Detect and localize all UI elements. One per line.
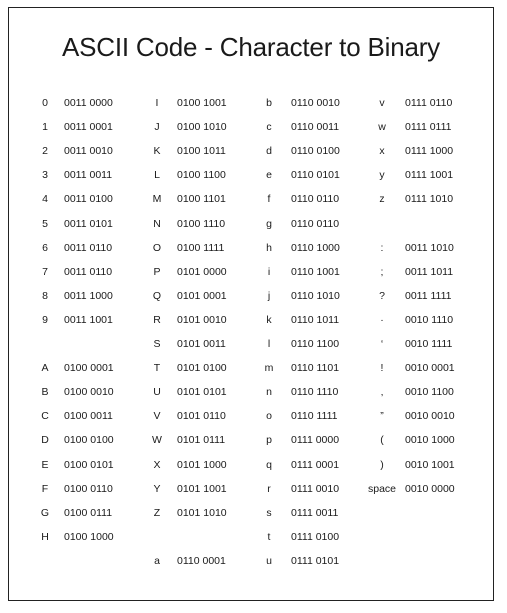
ascii-char: j bbox=[267, 289, 271, 302]
ascii-entry bbox=[35, 96, 113, 110]
ascii-entry bbox=[35, 482, 113, 496]
ascii-binary: 0100 1111 bbox=[177, 241, 225, 254]
ascii-binary: 0101 0101 bbox=[177, 386, 227, 399]
ascii-entry bbox=[35, 265, 112, 279]
ascii-binary: 0110 1110 bbox=[291, 386, 339, 399]
ascii-char: 6 bbox=[42, 241, 48, 254]
ascii-binary: 0101 1000 bbox=[177, 458, 227, 471]
ascii-binary: 0011 1011 bbox=[405, 265, 454, 278]
ascii-char: g bbox=[266, 217, 272, 230]
ascii-char: a bbox=[154, 554, 160, 567]
ascii-char: U bbox=[153, 386, 161, 399]
ascii-binary: 0111 1000 bbox=[405, 145, 454, 158]
ascii-entry bbox=[365, 168, 453, 182]
ascii-entry bbox=[35, 120, 113, 134]
ascii-entry bbox=[35, 144, 113, 158]
ascii-binary: 0110 0001 bbox=[177, 554, 226, 567]
ascii-char: A bbox=[41, 362, 49, 375]
ascii-entry bbox=[35, 192, 113, 206]
ascii-char: S bbox=[153, 338, 161, 350]
ascii-binary: 0011 1000 bbox=[64, 289, 113, 302]
ascii-binary: 0100 0100 bbox=[64, 434, 114, 447]
ascii-binary: 0110 0110 bbox=[291, 193, 340, 206]
ascii-entry bbox=[365, 361, 455, 375]
ascii-char: T bbox=[153, 362, 161, 375]
ascii-binary: 0110 1000 bbox=[291, 241, 340, 254]
ascii-char: q bbox=[266, 458, 272, 471]
ascii-entry bbox=[147, 192, 226, 206]
ascii-binary: 0100 1110 bbox=[177, 217, 226, 230]
ascii-char: C bbox=[41, 410, 49, 423]
ascii-entry bbox=[147, 120, 227, 134]
page-title: ASCII Code - Character to Binary bbox=[62, 32, 440, 62]
chart-frame bbox=[8, 7, 494, 601]
ascii-entry bbox=[365, 192, 453, 206]
ascii-binary: 0011 0000 bbox=[64, 97, 113, 109]
ascii-entry bbox=[35, 409, 113, 423]
ascii-char: e bbox=[266, 169, 272, 182]
ascii-entry bbox=[35, 433, 114, 447]
ascii-entry bbox=[259, 361, 339, 375]
ascii-char: m bbox=[264, 362, 274, 375]
ascii-entry bbox=[259, 433, 339, 447]
ascii-entry bbox=[259, 120, 339, 134]
ascii-entry bbox=[365, 289, 452, 303]
ascii-binary: 0111 0000 bbox=[291, 434, 340, 447]
ascii-char: n bbox=[266, 386, 272, 399]
ascii-binary: 0011 0010 bbox=[64, 145, 113, 158]
ascii-binary: 0010 1001 bbox=[405, 458, 455, 471]
ascii-binary: 0111 1010 bbox=[405, 193, 454, 206]
ascii-entry bbox=[259, 217, 339, 231]
ascii-entry bbox=[147, 385, 227, 399]
ascii-entry bbox=[365, 337, 452, 351]
ascii-entry bbox=[259, 241, 340, 255]
ascii-char: y bbox=[379, 169, 385, 182]
ascii-binary: 0100 1010 bbox=[177, 121, 227, 134]
ascii-binary: 0110 1010 bbox=[291, 289, 340, 302]
ascii-entry bbox=[259, 458, 339, 472]
ascii-binary: 0111 0010 bbox=[291, 482, 340, 495]
ascii-char: 4 bbox=[42, 193, 48, 206]
ascii-char: 1 bbox=[42, 121, 48, 134]
ascii-entry bbox=[147, 554, 226, 568]
ascii-entry bbox=[365, 120, 452, 134]
ascii-char: 9 bbox=[42, 313, 48, 326]
ascii-entry bbox=[365, 313, 453, 327]
ascii-char: Y bbox=[153, 482, 161, 495]
ascii-entry bbox=[35, 530, 114, 544]
ascii-entry bbox=[35, 241, 112, 255]
ascii-binary: 0110 1101 bbox=[291, 362, 340, 375]
ascii-char: ; bbox=[380, 265, 384, 278]
ascii-entry bbox=[35, 458, 114, 472]
ascii-binary: 0101 0011 bbox=[177, 338, 226, 350]
ascii-binary: 0101 1001 bbox=[177, 482, 227, 495]
ascii-entry bbox=[365, 385, 454, 399]
ascii-entry bbox=[259, 96, 340, 110]
ascii-binary: 0011 0101 bbox=[64, 217, 113, 230]
ascii-char: 7 bbox=[42, 265, 48, 278]
ascii-entry bbox=[147, 482, 227, 496]
ascii-char: O bbox=[152, 241, 162, 254]
ascii-entry bbox=[147, 313, 227, 327]
ascii-entry bbox=[259, 385, 338, 399]
ascii-char: w bbox=[378, 121, 386, 134]
ascii-entry bbox=[259, 168, 340, 182]
ascii-binary: 0011 1111 bbox=[405, 289, 452, 302]
ascii-binary: 0110 1001 bbox=[291, 265, 340, 278]
ascii-binary: 0011 0110 bbox=[64, 265, 113, 278]
ascii-entry bbox=[365, 96, 452, 110]
ascii-binary: 0011 0001 bbox=[64, 121, 113, 134]
ascii-char: h bbox=[266, 241, 272, 254]
ascii-entry bbox=[365, 433, 455, 447]
ascii-binary: 0011 0100 bbox=[64, 193, 113, 206]
ascii-char: s bbox=[266, 506, 272, 519]
ascii-char: G bbox=[40, 506, 50, 519]
ascii-entry bbox=[147, 361, 227, 375]
ascii-char: : bbox=[380, 241, 384, 254]
ascii-char: 5 bbox=[42, 217, 48, 230]
ascii-char: 0 bbox=[42, 97, 48, 109]
ascii-entry bbox=[365, 482, 455, 496]
ascii-char: f bbox=[267, 193, 271, 206]
ascii-entry bbox=[147, 506, 227, 520]
ascii-binary: 0111 0101 bbox=[291, 554, 340, 567]
ascii-binary: 0110 0101 bbox=[291, 169, 340, 182]
ascii-entry bbox=[259, 554, 339, 568]
ascii-entry bbox=[365, 265, 453, 279]
ascii-char: R bbox=[153, 313, 161, 326]
ascii-binary: 0110 0011 bbox=[291, 121, 340, 134]
ascii-entry bbox=[35, 289, 113, 303]
ascii-char: v bbox=[379, 97, 385, 109]
ascii-entry bbox=[147, 241, 224, 255]
ascii-char: ) bbox=[380, 458, 384, 471]
ascii-char: l bbox=[267, 338, 271, 350]
ascii-char: Q bbox=[152, 289, 162, 302]
ascii-binary: 0110 1100 bbox=[291, 338, 340, 350]
ascii-char: t bbox=[267, 530, 271, 543]
ascii-binary: 0101 0001 bbox=[177, 289, 227, 302]
ascii-char: ‘ bbox=[380, 338, 384, 350]
ascii-binary: 0100 1000 bbox=[64, 530, 114, 543]
ascii-char: K bbox=[153, 145, 161, 158]
ascii-binary: 0101 1010 bbox=[177, 506, 227, 519]
ascii-binary: 0101 0000 bbox=[177, 265, 227, 278]
ascii-entry bbox=[365, 241, 454, 255]
ascii-char: L bbox=[154, 169, 160, 182]
ascii-entry bbox=[35, 361, 114, 375]
ascii-char: B bbox=[41, 386, 49, 399]
ascii-char: V bbox=[153, 410, 161, 423]
ascii-char: X bbox=[153, 458, 161, 471]
ascii-entry bbox=[35, 217, 113, 231]
ascii-char: z bbox=[379, 193, 385, 206]
ascii-char: ” bbox=[380, 410, 384, 423]
ascii-binary: 0100 0101 bbox=[64, 458, 114, 471]
ascii-char: space bbox=[367, 482, 397, 495]
ascii-binary: 0010 1100 bbox=[405, 386, 454, 399]
ascii-entry bbox=[259, 192, 339, 206]
ascii-char: r bbox=[267, 482, 271, 495]
ascii-char: M bbox=[152, 193, 162, 206]
ascii-entry bbox=[365, 409, 455, 423]
ascii-binary: 0010 0000 bbox=[405, 482, 455, 495]
ascii-binary: 0110 0100 bbox=[291, 145, 340, 158]
ascii-binary: 0100 0111 bbox=[64, 506, 113, 519]
ascii-binary: 0010 1110 bbox=[405, 313, 454, 326]
ascii-binary: 0100 0110 bbox=[64, 482, 113, 495]
ascii-binary: 0010 0001 bbox=[405, 362, 455, 375]
ascii-binary: 0110 0010 bbox=[291, 97, 340, 109]
ascii-char: ! bbox=[380, 362, 384, 375]
ascii-binary: 0101 0111 bbox=[177, 434, 226, 447]
ascii-char: i bbox=[267, 265, 271, 278]
ascii-char: D bbox=[41, 434, 49, 447]
ascii-entry bbox=[259, 313, 339, 327]
ascii-entry bbox=[147, 96, 227, 110]
ascii-char: k bbox=[266, 313, 272, 326]
ascii-entry bbox=[365, 144, 453, 158]
ascii-char: H bbox=[41, 530, 49, 543]
ascii-char: Z bbox=[153, 506, 161, 519]
ascii-binary: 0010 0010 bbox=[405, 410, 455, 423]
ascii-entry bbox=[365, 458, 455, 472]
ascii-entry bbox=[35, 168, 112, 182]
ascii-entry bbox=[259, 482, 339, 496]
ascii-binary: 0100 0010 bbox=[64, 386, 114, 399]
ascii-char: x bbox=[379, 145, 385, 158]
ascii-entry bbox=[147, 458, 227, 472]
ascii-binary: 0101 0010 bbox=[177, 313, 227, 326]
ascii-binary: 0010 1111 bbox=[405, 338, 453, 350]
ascii-binary: 0100 1001 bbox=[177, 97, 227, 109]
ascii-entry bbox=[259, 265, 340, 279]
ascii-char: b bbox=[266, 97, 272, 109]
ascii-entry bbox=[259, 144, 340, 158]
ascii-char: d bbox=[266, 145, 272, 158]
ascii-char: 2 bbox=[42, 145, 48, 158]
ascii-binary: 0100 1011 bbox=[177, 145, 226, 158]
ascii-binary: 0110 1111 bbox=[291, 410, 338, 423]
ascii-binary: 0110 0110 bbox=[291, 217, 340, 230]
ascii-binary: 0101 0110 bbox=[177, 410, 226, 423]
ascii-char: I bbox=[155, 97, 159, 109]
ascii-binary: 0111 0110 bbox=[405, 97, 453, 109]
ascii-char: ? bbox=[379, 289, 385, 302]
ascii-entry bbox=[259, 337, 339, 351]
ascii-entry bbox=[147, 337, 226, 351]
ascii-binary: 0011 0011 bbox=[64, 169, 113, 182]
ascii-entry bbox=[259, 506, 338, 520]
ascii-binary: 0011 0110 bbox=[64, 241, 113, 254]
ascii-char: u bbox=[266, 554, 272, 567]
ascii-entry bbox=[147, 433, 225, 447]
ascii-char: ( bbox=[380, 434, 384, 447]
ascii-entry bbox=[259, 289, 340, 303]
ascii-char: J bbox=[154, 121, 160, 134]
ascii-char: P bbox=[153, 265, 161, 278]
ascii-entry bbox=[147, 289, 227, 303]
ascii-binary: 0100 0011 bbox=[64, 410, 113, 423]
ascii-binary: 0111 0111 bbox=[405, 121, 452, 134]
ascii-binary: 0010 1000 bbox=[405, 434, 455, 447]
ascii-entry bbox=[35, 385, 114, 399]
ascii-binary: 0011 1010 bbox=[405, 241, 454, 254]
ascii-entry bbox=[147, 409, 226, 423]
ascii-binary: 0100 1100 bbox=[177, 169, 226, 182]
ascii-binary: 0011 1001 bbox=[64, 313, 113, 326]
ascii-char: W bbox=[152, 434, 162, 447]
ascii-char: 3 bbox=[42, 169, 48, 182]
ascii-entry bbox=[35, 506, 112, 520]
ascii-char: o bbox=[266, 410, 272, 423]
ascii-binary: 0111 0011 bbox=[291, 506, 339, 519]
ascii-char: F bbox=[41, 482, 49, 495]
ascii-char: N bbox=[153, 217, 161, 230]
ascii-binary: 0111 0100 bbox=[291, 530, 340, 543]
ascii-binary: 0111 1001 bbox=[405, 169, 454, 182]
ascii-binary: 0110 1011 bbox=[291, 313, 340, 326]
ascii-entry bbox=[35, 313, 113, 327]
ascii-binary: 0101 0100 bbox=[177, 362, 227, 375]
ascii-char: p bbox=[266, 434, 272, 447]
ascii-binary: 0100 1101 bbox=[177, 193, 226, 206]
ascii-char: 8 bbox=[42, 289, 48, 302]
ascii-entry bbox=[147, 217, 225, 231]
ascii-entry bbox=[259, 530, 339, 544]
ascii-entry bbox=[147, 265, 227, 279]
ascii-char: ‚ bbox=[380, 386, 384, 399]
ascii-binary: 0100 0001 bbox=[64, 362, 114, 375]
ascii-char: · bbox=[380, 313, 384, 326]
ascii-char: c bbox=[266, 121, 272, 134]
ascii-char: E bbox=[41, 458, 49, 471]
ascii-entry bbox=[147, 168, 226, 182]
ascii-binary: 0111 0001 bbox=[291, 458, 340, 471]
ascii-entry bbox=[259, 409, 338, 423]
ascii-entry bbox=[147, 144, 226, 158]
